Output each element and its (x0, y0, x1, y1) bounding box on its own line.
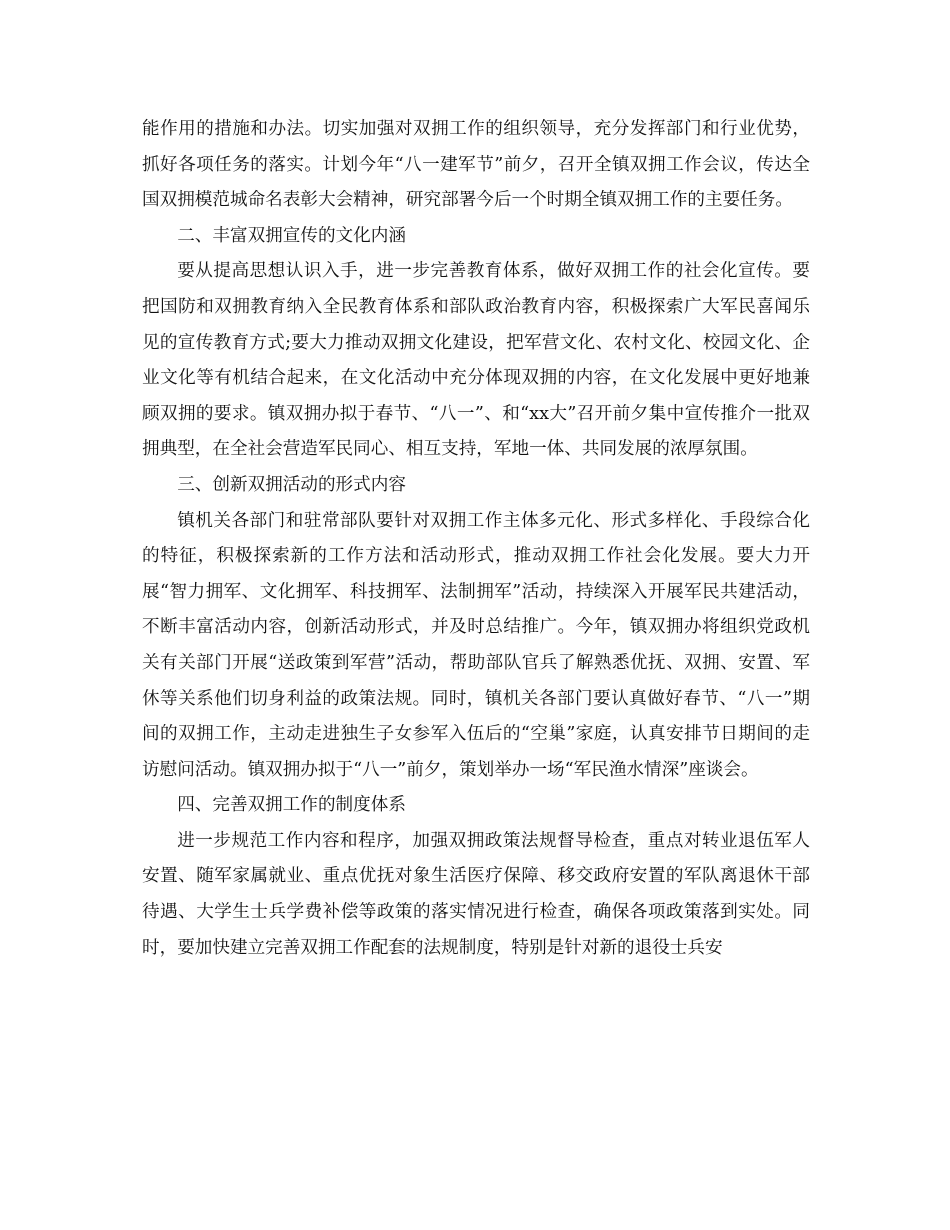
paragraph-continuation: 能作用的措施和办法。切实加强对双拥工作的组织领导，充分发挥部门和行业优势，抓好各项任务的落实。计划今年“八一建军节”前夕，召开全镇双拥工作会议，传达全国双拥模范城命名表彰大会精神，研究部署今后一个时期全镇双拥工作的主要任务。 (142, 119, 810, 211)
document-body (142, 112, 810, 966)
section-heading-2: 二、丰富双拥宣传的文化内涵 (177, 225, 406, 246)
paragraph-section-3: 镇机关各部门和驻常部队要针对双拥工作主体多元化、形式多样化、手段综合化的特征，积极探索新的工作方法和活动形式，推动双拥工作社会化发展。要大力开展“智力拥军、文化拥军、科技拥军、法制拥军”活动，持续深入开展军民共建活动，不断丰富活动内容，创新活动形式，并及时总结推广。今年，镇双拥办将组织党政机关有关部门开展“送政策到军营”活动，帮助部队官兵了解熟悉优抚、双拥、安置、军休等关系他们切身利益的政策法规。同时，镇机关各部门要认真做好春节、“八一”期间的双拥工作，主动走进独生子女参军入伍后的“空巢”家庭，认真安排节日期间的走访慰问活动。镇双拥办拟于“八一”前夕，策划举办一场“军民渔水情深”座谈会。 (142, 510, 810, 780)
section-heading-3: 三、创新双拥活动的形式内容 (177, 474, 406, 495)
section-heading-4: 四、完善双拥工作的制度体系 (177, 795, 406, 816)
paragraph-section-4: 进一步规范工作内容和程序，加强双拥政策法规督导检查，重点对转业退伍军人安置、随军家属就业、重点优抚对象生活医疗保障、移交政府安置的军队离退休干部待遇、大学生士兵学费补偿等政策的落实情况进行检查，确保各项政策落到实处。同时，要加快建立完善双拥工作配套的法规制度，特别是针对新的退役士兵安 (142, 830, 810, 958)
paragraph-section-2: 要从提高思想认识入手，进一步完善教育体系，做好双拥工作的社会化宣传。要把国防和双拥教育纳入全民教育体系和部队政治教育内容，积极探索广大军民喜闻乐见的宣传教育方式;要大力推动双拥文化建设，把军营文化、农村文化、校园文化、企业文化等有机结合起来，在文化活动中充分体现双拥的内容，在文化发展中更好地兼顾双拥的要求。镇双拥办拟于春节、“八一”、和“xx大”召开前夕集中宣传推介一批双拥典型，在全社会营造军民同心、相互支持，军地一体、共同发展的浓厚氛围。 (142, 261, 810, 460)
